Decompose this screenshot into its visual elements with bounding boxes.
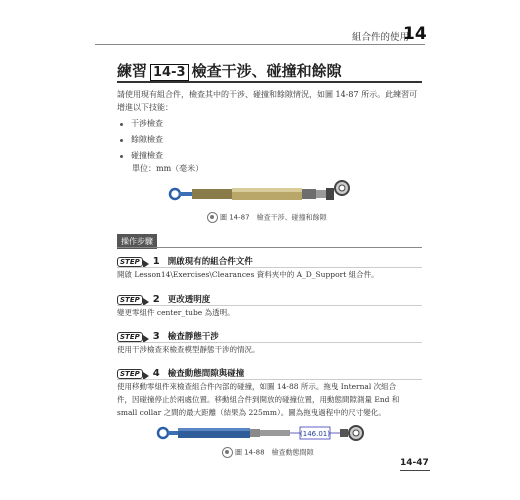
list-item: 餘隙檢查 xyxy=(120,134,163,145)
operations-label: 操作步驟 xyxy=(117,234,157,249)
intro-line-2: 增進以下技能： xyxy=(117,103,173,112)
figure-14-88-image xyxy=(156,422,366,444)
step-badge-icon: STEP xyxy=(117,332,143,342)
chapter-number: 14 xyxy=(403,24,427,44)
list-item: 干涉檢查 xyxy=(120,118,163,129)
step-badge-icon: STEP xyxy=(117,295,143,305)
step-badge-icon: STEP xyxy=(117,257,143,267)
step-1-heading: STEP 1 開啟現有的組合件文件 xyxy=(117,255,253,267)
step-2-text: 變更零組件 center_tube 為透明。 xyxy=(117,308,235,317)
step-3-text: 使用干涉檢查來檢查模型靜態干涉的情況。 xyxy=(117,345,260,354)
dimension-label: (146.01) xyxy=(300,430,330,438)
step-rule xyxy=(117,267,422,268)
step-2-heading: STEP 2 更改透明度 xyxy=(117,293,210,305)
step-4-text-line: small collar 之間的最大距離（結果為 225mm）。圖為拖曳過程中的尺寸變化。 xyxy=(117,408,386,417)
page-number: 14-47 xyxy=(400,458,429,468)
bullet-icon xyxy=(120,139,123,142)
camera-icon xyxy=(207,212,218,223)
step-rule xyxy=(117,305,422,306)
figure-14-87-caption: 圖 14-87 檢查干涉、碰撞和餘隙 xyxy=(207,212,327,223)
heading-rule xyxy=(117,81,422,83)
figure-14-88-caption: 圖 14-88 檢查動態間隙 xyxy=(222,447,314,458)
list-item: 碰撞檢查 xyxy=(120,150,163,161)
step-badge-icon: STEP xyxy=(117,369,143,379)
step-1-text: 開啟 Lesson14\Exercises\Clearances 資料夾中的 A_D_Support 組合件。 xyxy=(117,270,379,279)
camera-icon xyxy=(222,447,233,458)
figure-14-87-image xyxy=(168,176,353,204)
step-rule xyxy=(117,379,422,380)
header-title: 組合件的使用 xyxy=(352,32,410,43)
bullet-icon xyxy=(120,155,123,158)
step-4-text-line: 件，因碰撞停止於兩處位置。移動組合件到開放的碰撞位置，用動態間隙測量 End 和 xyxy=(117,395,400,404)
bullet-icon xyxy=(120,123,123,126)
exercise-heading xyxy=(117,60,342,81)
units-note: 單位：mm（毫米） xyxy=(132,164,204,173)
exercise-title: 檢查干涉、碰撞和餘隙 xyxy=(191,62,342,80)
step-4-heading: STEP 4 檢查動態間隙與碰撞 xyxy=(117,367,244,379)
header-rule xyxy=(95,44,425,45)
step-3-heading: STEP 3 檢查靜態干涉 xyxy=(117,330,219,342)
page-number-rule xyxy=(400,470,430,471)
intro-line-1: 請使用現有組合件，檢查其中的干涉、碰撞和餘隙情況，如圖 14-87 所示。此練習可 xyxy=(117,90,418,99)
step-rule xyxy=(117,342,422,343)
exercise-prefix: 練習 xyxy=(117,62,148,80)
operations-rule xyxy=(117,247,422,248)
exercise-number: 14-3 xyxy=(150,64,189,81)
step-4-text-line: 使用移動零組件來檢查組合件內部的碰撞，如圖 14-88 所示。拖曳 Internal 次組合 xyxy=(117,382,397,391)
